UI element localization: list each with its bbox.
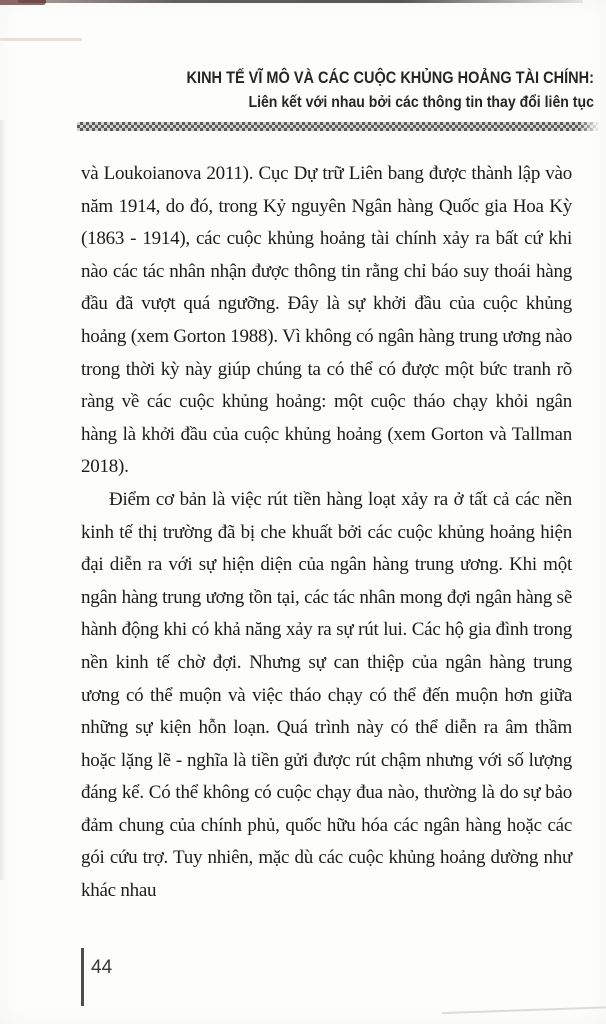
running-header: [131, 70, 594, 111]
page-subtitle: Liên kết với nhau bởi các thông tin thay đổi liên tục: [248, 93, 595, 111]
scan-artifact-corner-mark: [0, 0, 46, 5]
scan-artifact-left-edge: [0, 120, 6, 880]
scan-artifact-top-line: [18, 0, 583, 3]
paragraph-continuation: và Loukoianova 2011). Cục Dự trữ Liên bang được thành lập vào năm 1914, do đó, trong Kỷ nguyên Ngân hàng Quốc gia Hoa Kỳ (1863 - 1914), các cuộc khủng hoảng tài chính xảy ra bất cứ khi nào các tác nhân nhận được thông tin rằng chỉ báo suy thoái hàng đầu đã vượt quá ngưỡng. Đây là sự khởi đầu của cuộc khủng hoảng (xem Gorton 1988). Vì không có ngân hàng trung ương nào trong thời kỳ này giúp chúng ta có thể có được một bức tranh rõ ràng về các cuộc khủng hoảng: một cuộc tháo chạy khỏi ngân hàng là khởi đầu của cuộc khủng hoảng (xem Gorton và Tallman 2018).: [81, 163, 572, 478]
page-number: 44: [91, 957, 113, 978]
page-title: KINH TẾ VĨ MÔ VÀ CÁC CUỘC KHỦNG HOẢNG TÀI CHÍNH:: [186, 69, 594, 87]
decorative-checker-band: [77, 122, 600, 131]
paragraph: Điểm cơ bản là việc rút tiền hàng loạt xảy ra ở tất cả các nền kinh tế thị trường đã bị che khuất bởi các cuộc khủng hoảng hiện đại diễn ra với sự hiện diện của ngân hàng trung ương. Khi một ngân hàng trung ương tồn tại, các tác nhân mong đợi ngân hàng sẽ hành động khi có khả năng xảy ra sự rút lui. Các hộ gia đình trong nền kinh tế chờ đợi. Nhưng sự can thiệp của ngân hàng trung ương có thể muộn và việc tháo chạy có thể đến muộn hơn giữa những sự kiện hỗn loạn. Quá trình này có thể diễn ra âm thầm hoặc lặng lẽ - nghĩa là tiền gửi được rút chậm nhưng với số lượng đáng kể. Có thể không có cuộc chạy đua nào, thường là do sự bảo đảm chung của chính phủ, quốc hữu hóa các ngân hàng hoặc các gói cứu trợ. Tuy nhiên, mặc dù các cuộc khủng hoảng dường như khác nhau: [81, 488, 572, 902]
page-number-rule: [81, 948, 84, 1006]
scan-artifact-bottom-curve: [442, 1006, 606, 1014]
scan-artifact-smudge: [0, 38, 82, 41]
body-text-block: [81, 158, 572, 908]
